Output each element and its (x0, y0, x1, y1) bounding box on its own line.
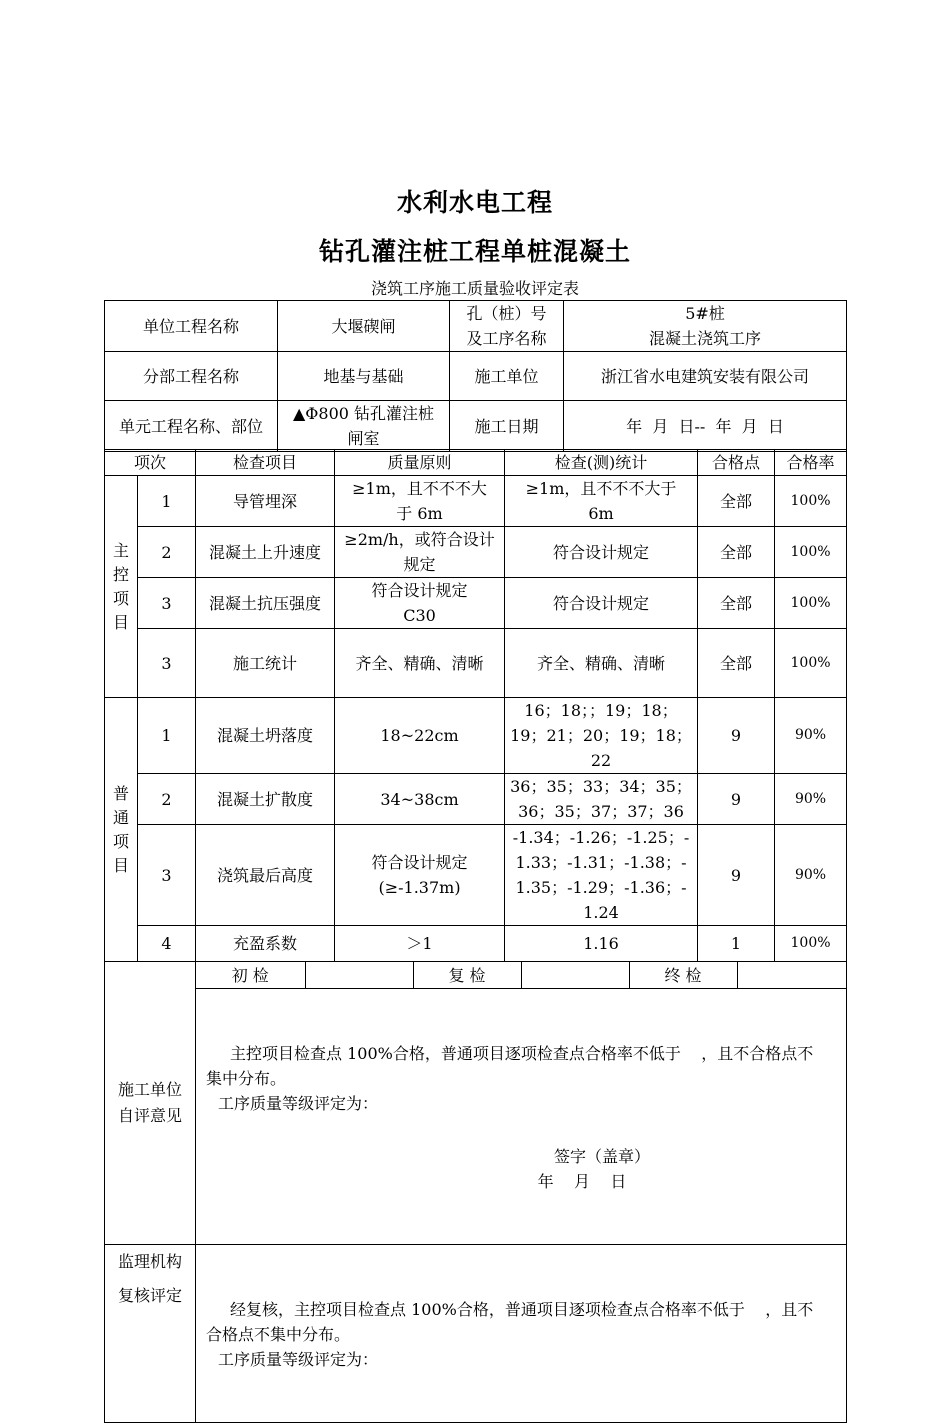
recheck-value (521, 962, 629, 988)
col-item-no: 项次 (105, 450, 196, 476)
doc-title-main: 水利水电工程 (396, 188, 553, 217)
hole-value: 5#桩 混凝土浇筑工序 (564, 301, 847, 352)
element-value: ▲Φ800 钻孔灌注桩 闸室 (278, 401, 450, 452)
date-label: 施工日期 (450, 401, 564, 452)
table-row: 3 施工统计 齐全、精确、清晰 齐全、精确、清晰 全部 100% (105, 629, 847, 698)
hole-label: 孔（桩）号 及工序名称 (450, 301, 564, 352)
doc-title-sub: 钻孔灌注桩工程单桩混凝土 (318, 237, 631, 266)
column-header-row (105, 450, 847, 476)
sub-project-value: 地基与基础 (278, 352, 450, 401)
date-value: 年 月 日-- 年 月 日 (564, 401, 847, 452)
unit-project-label: 单位工程名称 (105, 301, 278, 352)
sub-project-label: 分部工程名称 (105, 352, 278, 401)
supervision-row (105, 1245, 847, 1423)
col-check-item: 检查项目 (196, 450, 335, 476)
inspection-table (104, 449, 847, 1423)
self-eval-content-row (105, 989, 847, 1245)
general-group-label: 普 通 项 目 (105, 698, 138, 962)
col-pass-points: 合格点 (698, 450, 775, 476)
col-quality-standard: 质量原则 (335, 450, 505, 476)
project-info-table (104, 300, 847, 452)
table-row: 3 浇筑最后高度 符合设计规定 (≥-1.37m) -1.34；-1.26；-1.25；- 1.33；-1.31；-1.38；- 1.35；-1.29；-1.36；- 1.24 9 90% (105, 825, 847, 926)
doc-title-form: 浇筑工序施工质量验收评定表 (370, 279, 579, 298)
supervision-text: 经复核，主控项目检查点 100%合格，普通项目逐项检查点合格率不低于 ，且不 合格点不集中分布。 工序质量等级评定为： (196, 1245, 847, 1423)
self-eval-text: 主控项目检查点 100%合格，普通项目逐项检查点合格率不低于 ，且不合格点不 集中分布。 工序质量等级评定为： 签字（盖章） 年 月 日 (196, 989, 847, 1245)
sign-date: 年 月 日 (537, 1172, 627, 1191)
self-eval-label: 施工单位 自评意见 (105, 962, 196, 1245)
main-group-label: 主 控 项 目 (105, 476, 138, 698)
element-label: 单元工程名称、部位 (105, 401, 278, 452)
initial-check-value (305, 962, 413, 988)
contractor-value: 浙江省水电建筑安装有限公司 (564, 352, 847, 401)
table-row: 2 混凝土上升速度 ≥2m/h，或符合设计 规定 符合设计规定 全部 100% (105, 527, 847, 578)
final-check-label: 终 检 (629, 962, 737, 988)
table-row: 主 控 项 目 1 导管埋深 ≥1m，且不不不大 于 6m ≥1m，且不不不大于 6m 全部 100% (105, 476, 847, 527)
table-row: 4 充盈系数 ＞1 1.16 1 100% (105, 926, 847, 962)
check-stage-table (196, 962, 846, 988)
col-pass-rate: 合格率 (775, 450, 847, 476)
col-check-stats: 检查(测)统计 (505, 450, 698, 476)
self-eval-check-row (105, 962, 847, 989)
contractor-label: 施工单位 (450, 352, 564, 401)
table-row: 2 混凝土扩散度 34~38cm 36；35；33；34；35； 36；35；37；37；36 9 90% (105, 774, 847, 825)
signature-label: 签字（盖章） (554, 1147, 651, 1166)
initial-check-label: 初 检 (196, 962, 305, 988)
supervision-label: 监理机构 复核评定 (105, 1245, 196, 1423)
recheck-label: 复 检 (413, 962, 521, 988)
table-row: 普 通 项 目 1 混凝土坍落度 18~22cm 16；18；；19；18； 19；21；20；19；18； 22 9 90% (105, 698, 847, 774)
unit-project-value: 大堰碶闸 (278, 301, 450, 352)
table-row: 3 混凝土抗压强度 符合设计规定 C30 符合设计规定 全部 100% (105, 578, 847, 629)
final-check-value (737, 962, 846, 988)
